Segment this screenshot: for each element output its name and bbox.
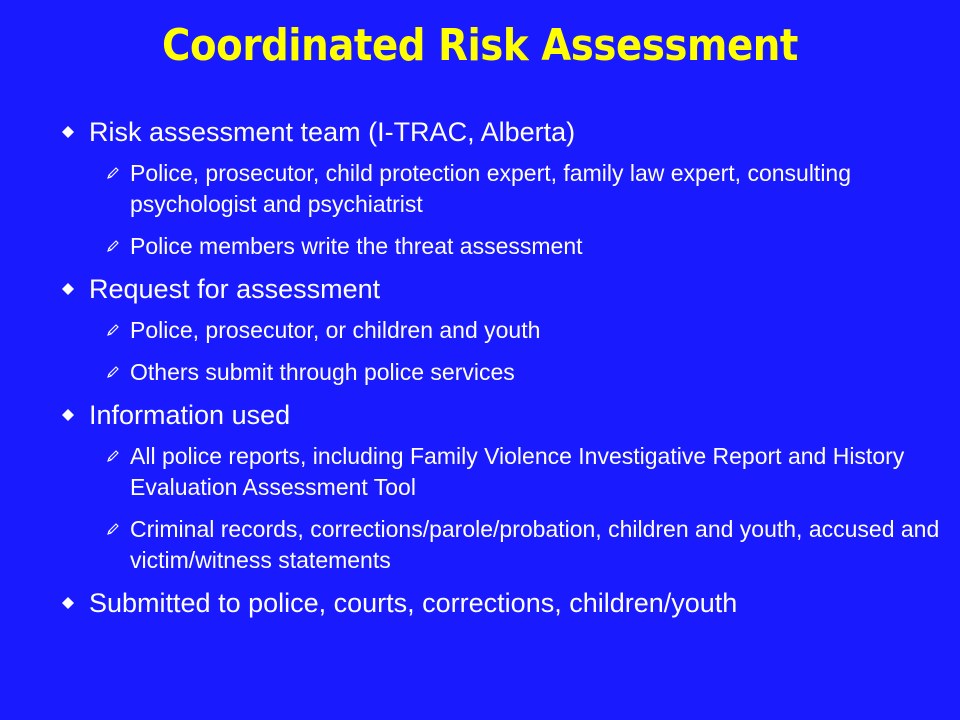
- bullet-text: Request for assessment: [89, 274, 381, 304]
- pencil-bullet-icon: [107, 450, 119, 462]
- diamond-bullet-icon: [62, 597, 74, 609]
- diamond-bullet-icon: [62, 409, 74, 421]
- sub-bullet-item: [62, 514, 942, 576]
- pencil-bullet-icon: [107, 240, 119, 252]
- bullet-item: [62, 273, 942, 305]
- bullet-text: Submitted to police, courts, corrections, children/youth: [89, 588, 738, 618]
- slide-title: Coordinated Risk Assessment: [162, 20, 798, 71]
- sub-bullet-text: All police reports, including Family Violence Investigative Report and History Evaluation Assessment Tool: [130, 443, 905, 500]
- sub-bullet-item: [62, 357, 942, 388]
- bullet-text: Risk assessment team (I-TRAC, Alberta): [89, 117, 576, 147]
- bullet-text: Information used: [89, 400, 291, 430]
- pencil-bullet-icon: [107, 523, 119, 535]
- sub-bullet-text: Others submit through police services: [130, 359, 515, 385]
- bullet-list: [62, 116, 942, 629]
- pencil-bullet-icon: [107, 167, 119, 179]
- bullet-item: [62, 587, 942, 619]
- sub-bullet-text: Police members write the threat assessment: [130, 233, 583, 259]
- sub-bullet-text: Police, prosecutor, or children and youth: [130, 317, 541, 343]
- diamond-bullet-icon: [62, 126, 74, 138]
- pencil-bullet-icon: [107, 324, 119, 336]
- bullet-item: [62, 116, 942, 148]
- bullet-item: [62, 399, 942, 431]
- sub-bullet-text: Criminal records, corrections/parole/probation, children and youth, accused and victim/witness statements: [130, 516, 940, 573]
- sub-bullet-text: Police, prosecutor, child protection expert, family law expert, consulting psychologist and psychiatrist: [130, 160, 852, 217]
- sub-bullet-item: [62, 441, 942, 503]
- diamond-bullet-icon: [62, 283, 74, 295]
- sub-bullet-item: [62, 315, 942, 346]
- sub-bullet-item: [62, 158, 942, 220]
- pencil-bullet-icon: [107, 366, 119, 378]
- sub-bullet-item: [62, 231, 942, 262]
